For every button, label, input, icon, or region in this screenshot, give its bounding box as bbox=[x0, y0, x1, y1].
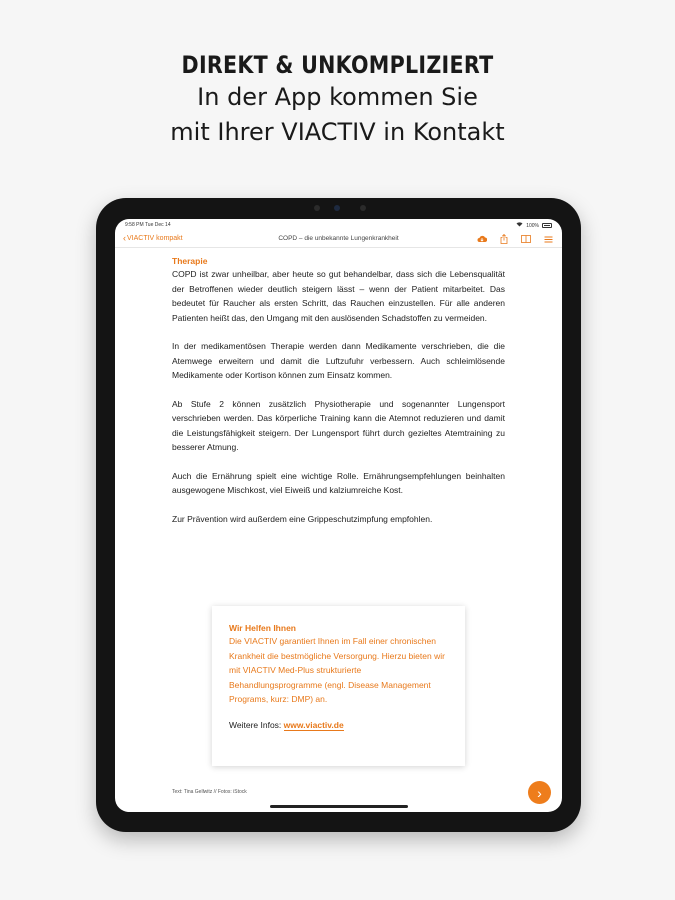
headline-line-1: In der App kommen Sie bbox=[197, 83, 478, 111]
chevron-left-icon: ‹ bbox=[123, 233, 126, 243]
sensor-dot bbox=[360, 205, 366, 211]
article-body bbox=[172, 256, 505, 540]
more-info-label: Weitere Infos: bbox=[229, 719, 282, 730]
nav-bar bbox=[115, 231, 562, 248]
marketing-headline bbox=[0, 50, 675, 150]
menu-icon[interactable] bbox=[542, 233, 554, 245]
article-paragraph: Ab Stufe 2 können zusätzlich Physiotherapie und sogenannter Lungensport verschrieben werden. Das körperliche Training kann die Atemnot reduzieren und damit die Leistungsfähigkeit steigern. Der Lungensport führt durch gezieltes Atemtraining zu besserer Atmung. bbox=[172, 398, 505, 452]
headline-line-2: mit Ihrer VIACTIV in Kontakt bbox=[170, 118, 505, 146]
article-paragraph: Zur Prävention wird außerdem eine Grippeschutzimpfung empfohlen. bbox=[172, 513, 433, 524]
next-page-button[interactable] bbox=[528, 781, 551, 804]
home-indicator[interactable] bbox=[270, 805, 408, 808]
article-paragraph: Auch die Ernährung spielt eine wichtige Rolle. Ernährungsempfehlungen beinhalten ausgewogene Mischkost, viel Eiweiß und kalziumreiche Kost. bbox=[172, 470, 505, 495]
sensor-dot bbox=[314, 205, 320, 211]
headline-title: DIREKT & UNKOMPLIZIERT bbox=[181, 51, 494, 79]
back-button-label: VIACTIV kompakt bbox=[127, 234, 183, 242]
wifi-icon bbox=[516, 222, 523, 229]
info-box-text: Die VIACTIV garantiert Ihnen im Fall einer chronischen Krankheit die bestmögliche Versorgung. Hierzu bieten wir mit VIACTIV Med-Plus strukturierte Behandlungsprogramme (engl. Disease Management Programs, kurz: DMP) an. bbox=[229, 636, 445, 704]
status-bar bbox=[115, 219, 562, 231]
tablet-screen bbox=[115, 219, 562, 812]
section-title: Therapie bbox=[172, 256, 208, 266]
tablet-frame bbox=[96, 198, 581, 832]
info-box-title: Wir Helfen Ihnen bbox=[229, 623, 296, 633]
chevron-right-icon: › bbox=[537, 784, 542, 801]
camera-icon bbox=[334, 205, 340, 211]
book-icon[interactable] bbox=[520, 233, 532, 245]
info-box-more bbox=[229, 720, 448, 730]
share-icon[interactable] bbox=[498, 233, 510, 245]
status-time: 9:58 PM bbox=[125, 222, 144, 228]
article-paragraph: In der medikamentösen Therapie werden dann Medikamente verschrieben, die die Atemwege erweitern und damit die Luftzufuhr verbessern. Auch schleimlösende Medikamente oder Kortison können zum Einsatz kommen. bbox=[172, 341, 505, 380]
website-link[interactable]: www.viactiv.de bbox=[283, 719, 344, 730]
article-paragraph: COPD ist zwar unheilbar, aber heute so gut behandelbar, dass sich die Lebensqualität der Betroffenen wieder deutlich steigern lässt – wenn der Patient mitarbeitet. Das bedeutet für Raucher als ersten Schritt, das Rauchen einzustellen. Für alle anderen Patienten heißt das, den Umgang mit den auslösenden Schadstoffen zu vermeiden. bbox=[172, 269, 505, 323]
photo-credit: Text: Tina Gellwitz // Fotos: iStock bbox=[172, 789, 247, 795]
info-box bbox=[212, 606, 465, 766]
status-battery: 100% bbox=[526, 222, 539, 229]
page-title: COPD – die unbekannte Lungenkrankheit bbox=[278, 235, 399, 242]
battery-icon bbox=[542, 223, 552, 228]
status-date: Tue Dec 14 bbox=[144, 222, 171, 228]
cloud-download-icon[interactable] bbox=[476, 233, 488, 245]
